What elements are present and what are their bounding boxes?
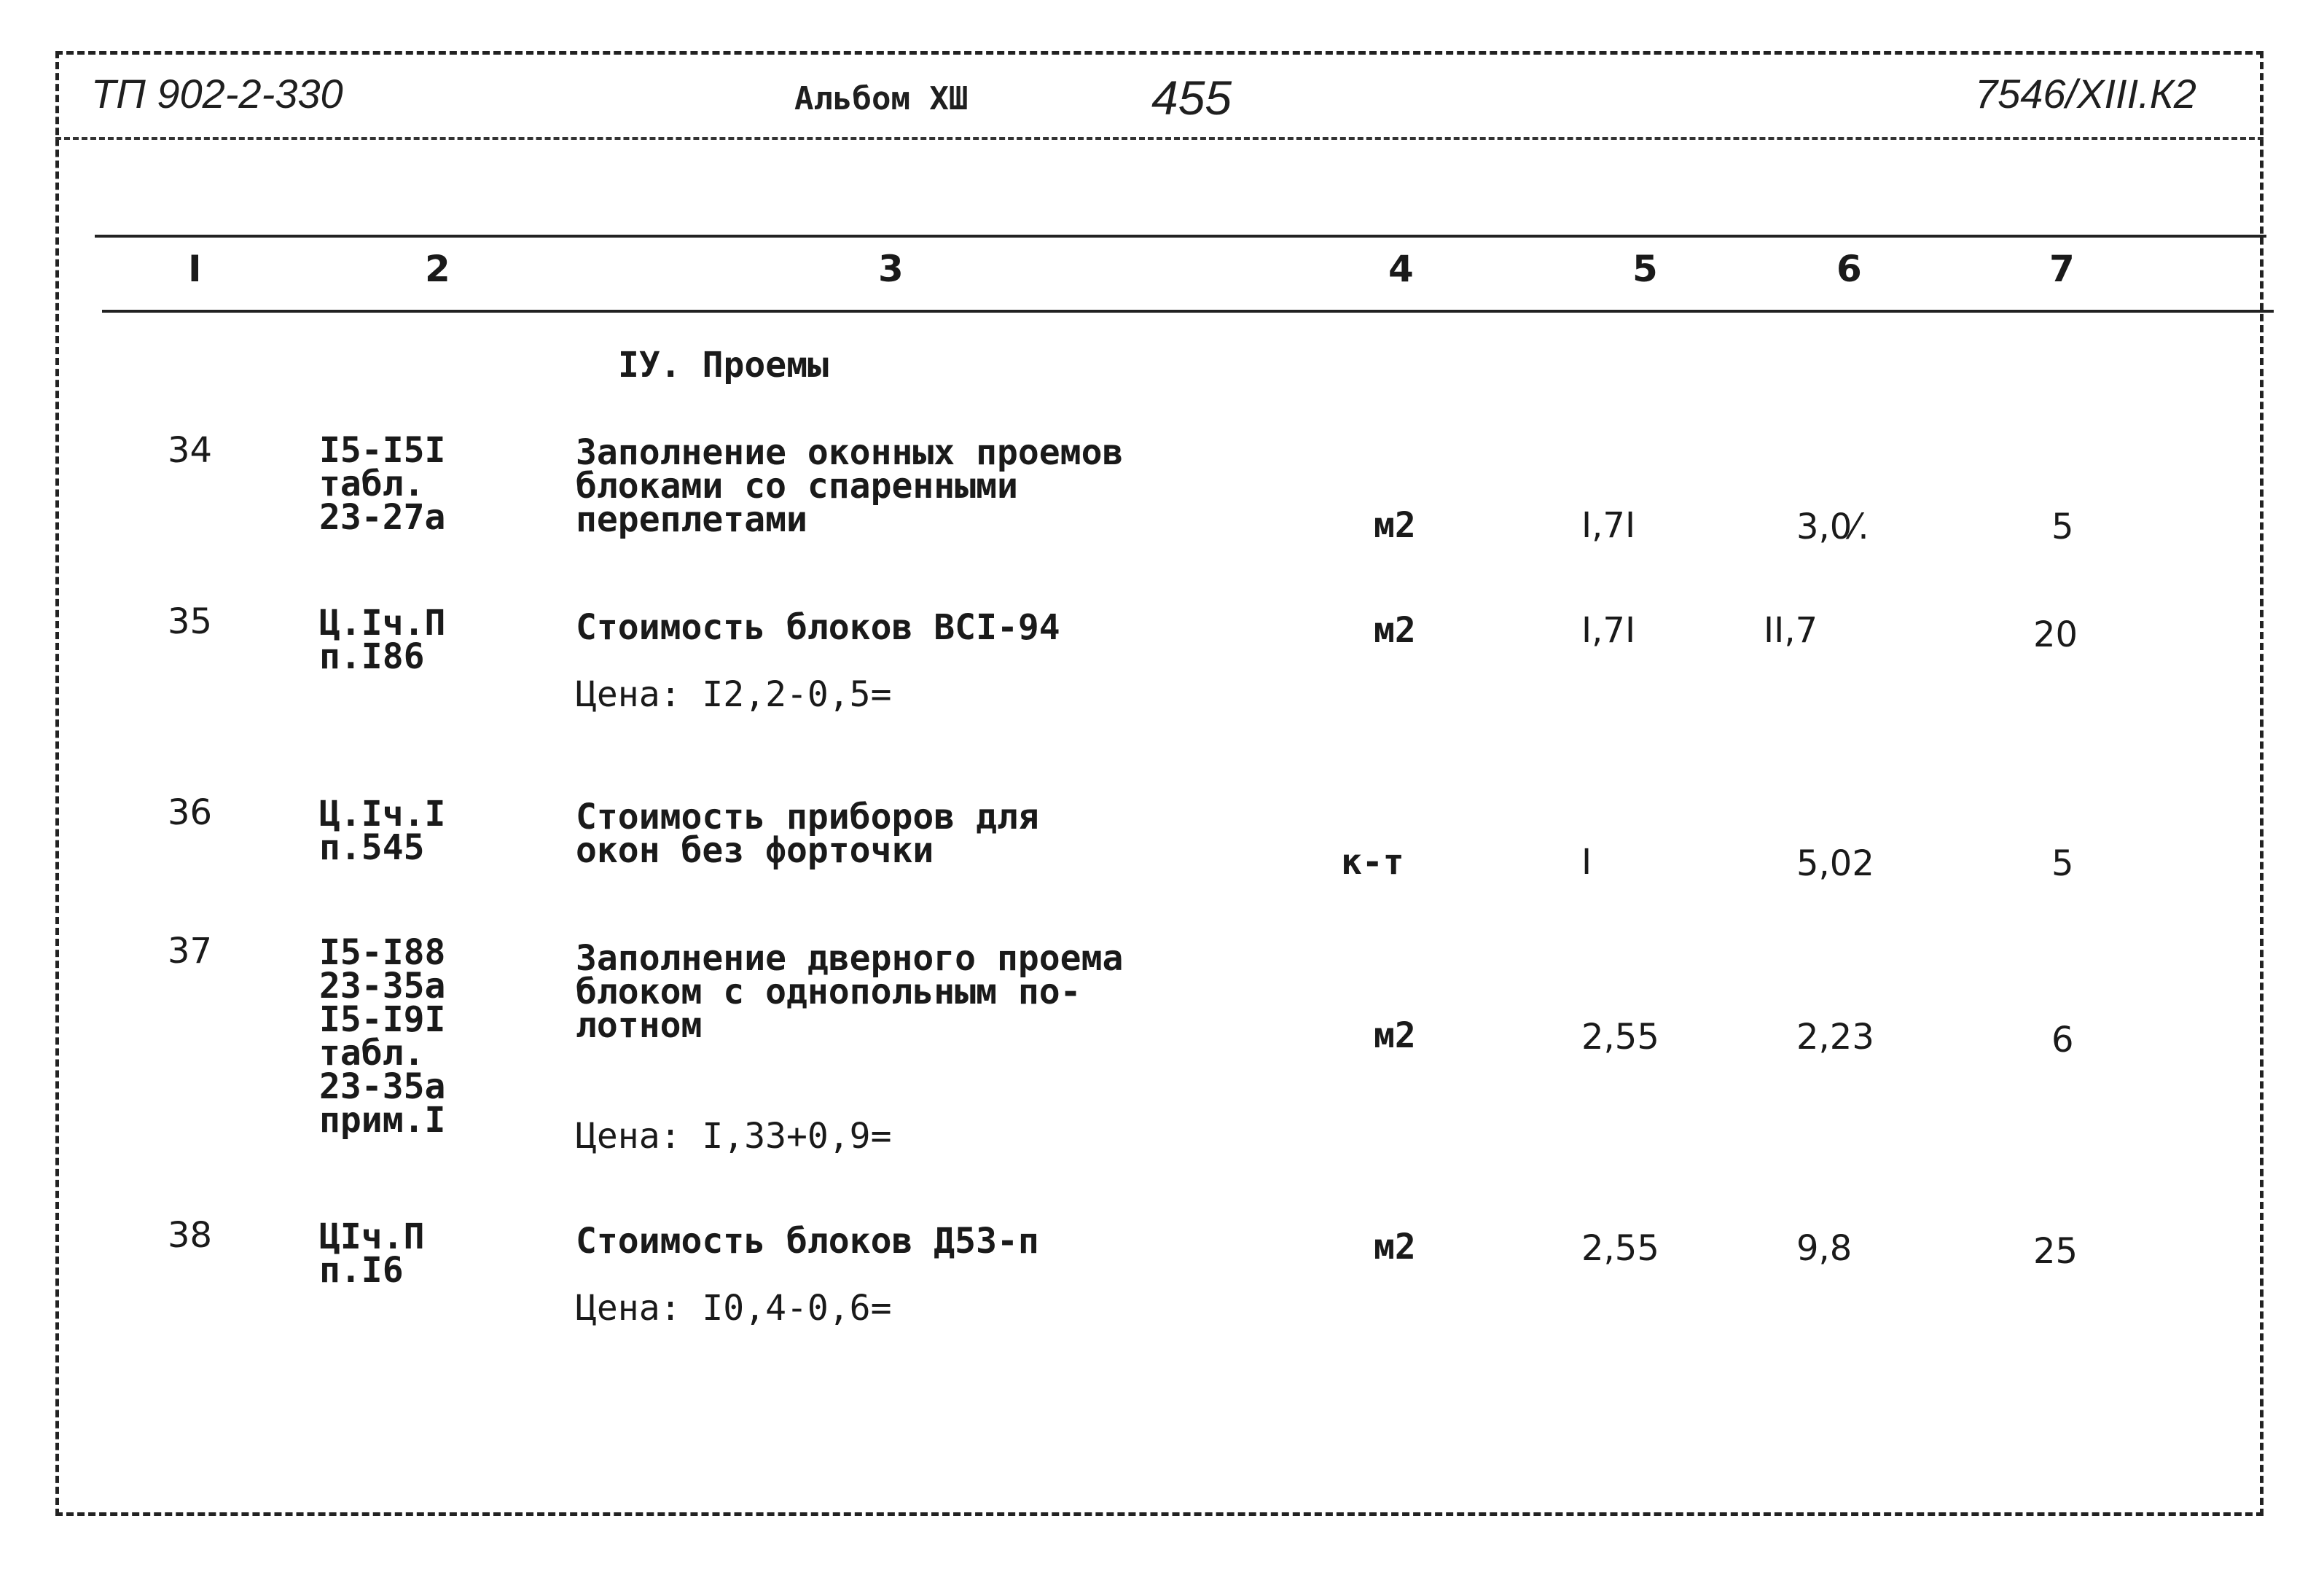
row-total: 5 bbox=[2051, 843, 2074, 884]
row-unit: м2 bbox=[1374, 610, 1416, 651]
sheet-code: 7546/ХIII.К2 bbox=[1975, 71, 2196, 117]
row-unit: м2 bbox=[1374, 1015, 1416, 1056]
row-code: I5-I5I табл. 23-27а bbox=[319, 430, 446, 538]
row-price: 3,0⁄. bbox=[1796, 507, 1869, 547]
row-quantity: 2,55 bbox=[1581, 1017, 1659, 1058]
row-number: 35 bbox=[168, 601, 213, 642]
row-unit: м2 bbox=[1374, 1227, 1416, 1267]
row-unit: м2 bbox=[1374, 505, 1416, 546]
column-header-2: 2 bbox=[425, 248, 450, 290]
row-description: Заполнение оконных проемов блоками со спаренными переплетами bbox=[576, 432, 1124, 540]
column-header-7: 7 bbox=[2049, 248, 2075, 290]
column-header-3: 3 bbox=[878, 248, 904, 290]
row-quantity: 2,55 bbox=[1581, 1228, 1659, 1269]
column-header-6: 6 bbox=[1836, 248, 1862, 290]
row-price: 9,8 bbox=[1796, 1228, 1852, 1269]
row-price-note: Цена: I,33+0,9= bbox=[576, 1116, 892, 1157]
row-quantity: I,7I bbox=[1581, 505, 1636, 546]
column-header-1: I bbox=[188, 248, 202, 290]
row-description: Заполнение дверного проема блоком с однопольным по- лотном bbox=[576, 938, 1124, 1046]
row-number: 38 bbox=[168, 1215, 213, 1256]
row-number: 34 bbox=[168, 430, 213, 471]
row-code: I5-I88 23-35а I5-I9I табл. 23-35а прим.I bbox=[319, 932, 446, 1141]
row-description: Стоимость приборов для окон без форточки bbox=[576, 797, 1039, 871]
row-price: 2,23 bbox=[1796, 1017, 1874, 1058]
project-code: ТП 902-2-330 bbox=[91, 71, 343, 117]
row-number: 37 bbox=[168, 931, 213, 972]
row-total: 5 bbox=[2051, 507, 2074, 547]
row-total: 20 bbox=[2033, 614, 2078, 655]
row-code: ЦIч.П п.I6 bbox=[319, 1216, 425, 1291]
row-description: Стоимость блоков ВСI-94 bbox=[576, 607, 1060, 648]
row-quantity: I bbox=[1581, 842, 1592, 883]
row-unit: к-т bbox=[1341, 842, 1404, 883]
row-price: II,7 bbox=[1764, 610, 1818, 651]
page-number: 455 bbox=[1151, 71, 1232, 125]
column-header-5: 5 bbox=[1632, 248, 1658, 290]
row-code: Ц.Iч.П п.I86 bbox=[319, 603, 446, 677]
row-number: 36 bbox=[168, 792, 213, 833]
row-price: 5,02 bbox=[1796, 843, 1874, 884]
row-price-note: Цена: I2,2-0,5= bbox=[576, 674, 892, 715]
row-code: Ц.Iч.I п.545 bbox=[319, 794, 446, 868]
album-label: Альбом ХШ bbox=[794, 80, 969, 117]
row-quantity: I,7I bbox=[1581, 610, 1636, 651]
header-divider bbox=[55, 137, 2264, 140]
row-total: 25 bbox=[2033, 1231, 2078, 1272]
row-total: 6 bbox=[2051, 1020, 2074, 1060]
column-header-4: 4 bbox=[1388, 248, 1414, 290]
table-top-rule bbox=[95, 235, 2266, 238]
table-header-rule bbox=[102, 310, 2274, 313]
page-frame bbox=[55, 51, 2264, 1516]
row-description: Стоимость блоков Д53-п bbox=[576, 1221, 1039, 1262]
section-title: IУ. Проемы bbox=[618, 345, 829, 386]
row-price-note: Цена: I0,4-0,6= bbox=[576, 1288, 892, 1329]
